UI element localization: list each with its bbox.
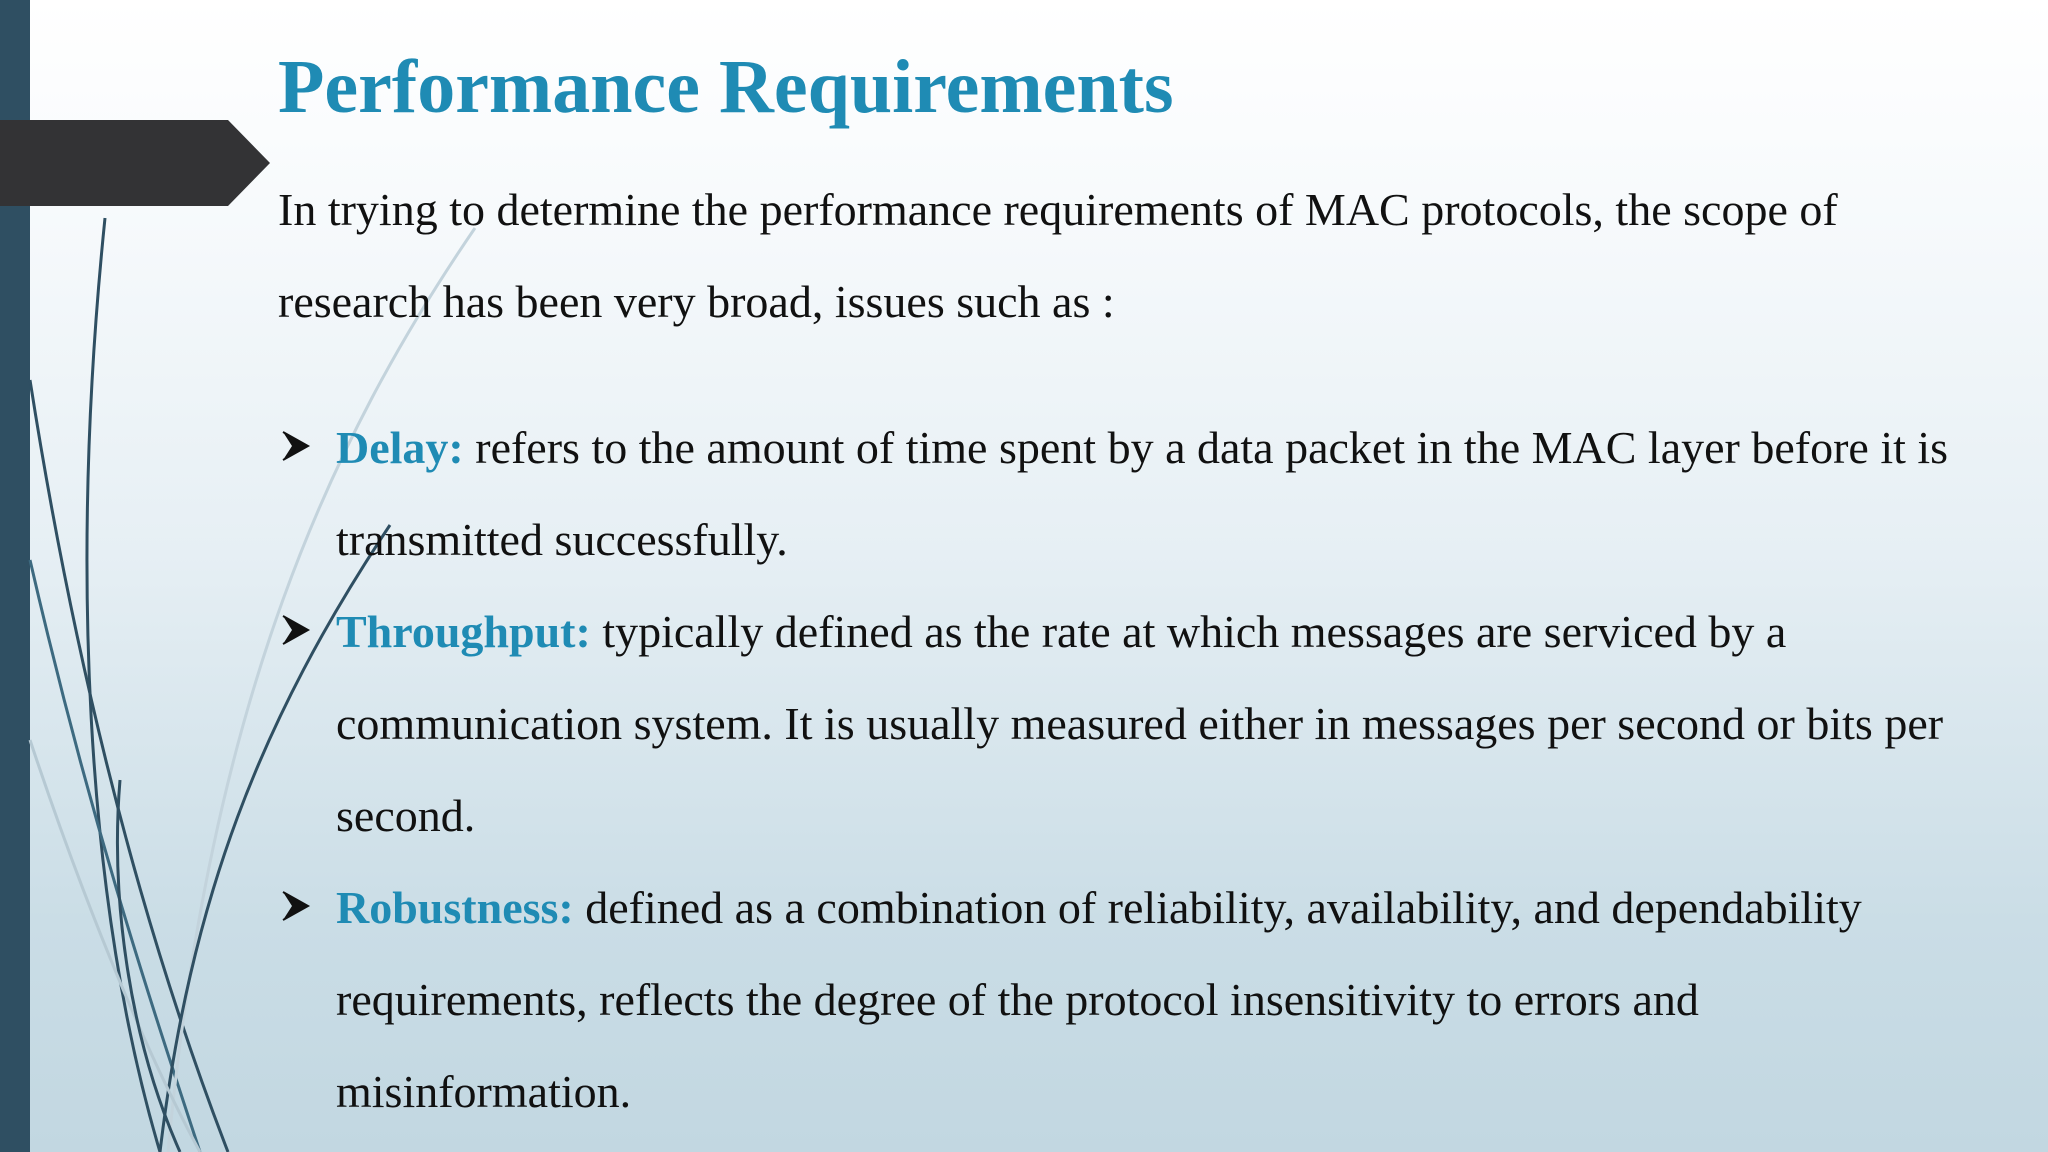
bullet-item-throughput: [278, 586, 1978, 862]
bullet-text: defined as a combination of reliability, availability, and dependability requirements, reflects the degree of the protocol insensitivity to errors and misinformation.: [336, 882, 1862, 1117]
slide-title: Performance Requirements: [278, 45, 1174, 129]
arrow-bullet-icon: [280, 888, 312, 924]
bullet-text: typically defined as the rate at which messages are serviced by a communication system. It is usually measured either in messages per second or bits per second.: [336, 606, 1944, 841]
bullet-item-delay: [278, 402, 1978, 586]
title-accent-tab: [0, 120, 270, 206]
intro-paragraph: In trying to determine the performance requirements of MAC protocols, the scope of research has been very broad, issues such as :: [278, 184, 1838, 327]
bullet-text: refers to the amount of time spent by a data packet in the MAC layer before it is transmitted successfully.: [336, 422, 1949, 565]
slide-body: [278, 164, 1978, 1138]
bullet-item-robustness: [278, 862, 1978, 1138]
term-label: Delay:: [336, 422, 464, 473]
term-label: Throughput:: [336, 606, 591, 657]
arrow-bullet-icon: [280, 612, 312, 648]
bullet-list: [278, 402, 1978, 1138]
term-label: Robustness:: [336, 882, 574, 933]
arrow-bullet-icon: [280, 428, 312, 464]
